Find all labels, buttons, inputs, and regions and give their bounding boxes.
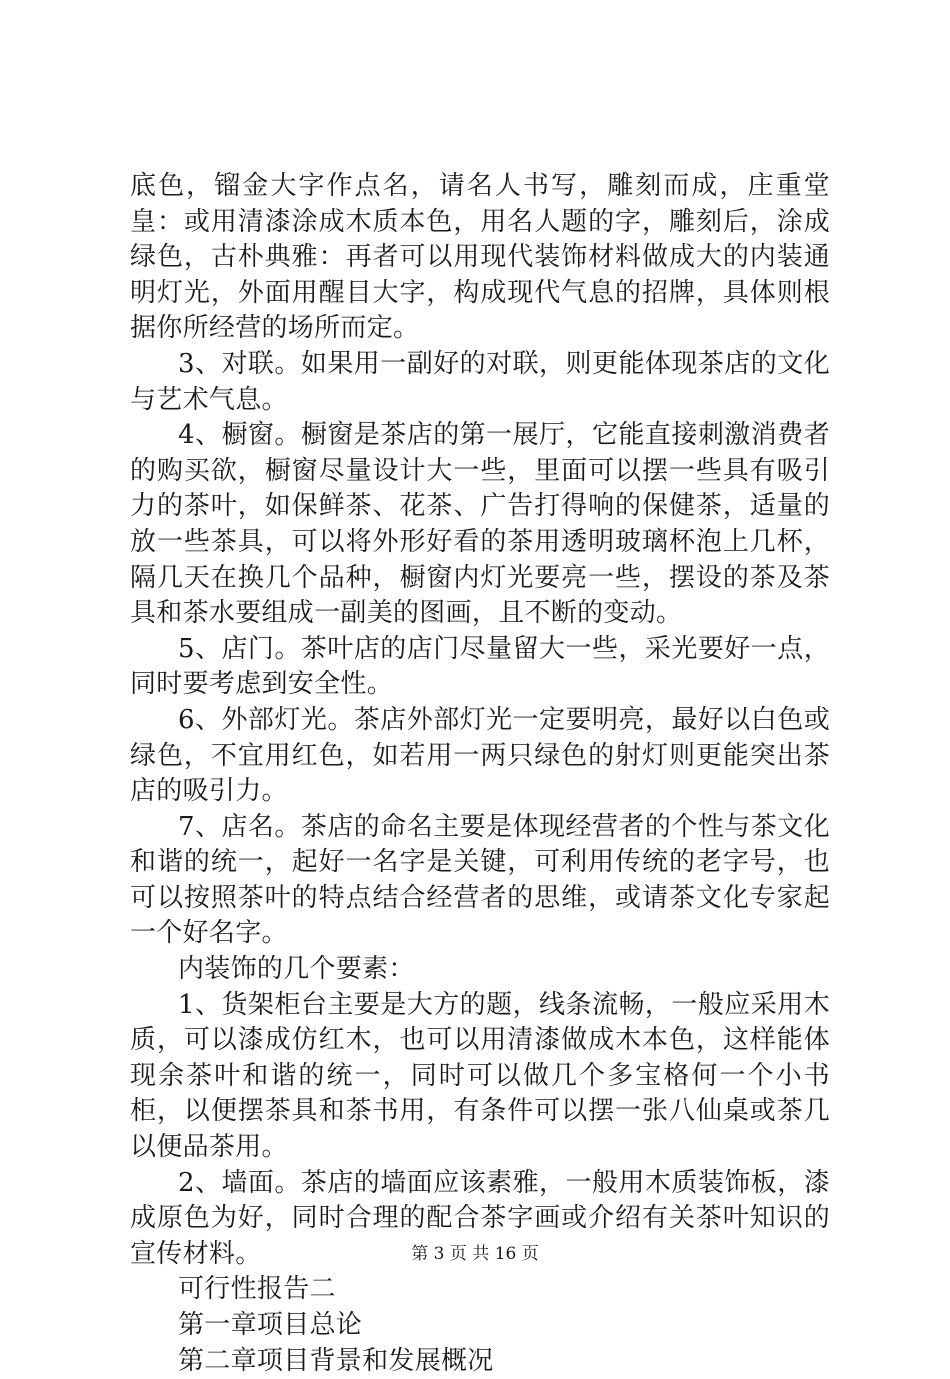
paragraph: 5、店门。茶叶店的店门尽量留大一些，采光要好一点，同时要考虑到安全性。 [130,633,830,700]
paragraph: 第二章项目背景和发展概况 [178,1345,494,1376]
paragraph: 4、橱窗。橱窗是茶店的第一展厅，它能直接刺激消费者的购买欲，橱窗尽量设计大一些，里面可以摆一些具有吸引力的茶叶，如保鲜茶、花茶、广告打得响的保健茶，适量的放一些茶具，可以将外形好看的茶用透明玻璃杯泡上几杯，隔几天在换几个品种，橱窗内灯光要亮一些，摆设的茶及茶具和茶水要组成一副美的图画，且不断的变动。 [130,420,830,629]
paragraph: 可行性报告二 [178,1274,336,1305]
paragraph: 3、对联。如果用一副好的对联，则更能体现茶店的文化与艺术气息。 [130,348,830,415]
page-number: 第 3 页 共 16 页 [411,1244,539,1264]
paragraph: 1、货架柜台主要是大方的题，线条流畅，一般应采用木质，可以漆成仿红木，也可以用清漆做成木本色，这样能体现余茶叶和谐的统一，同时可以做几个多宝格何一个小书柜，以便摆茶具和茶书用，有条件可以摆一张八仙桌或茶几以便品茶用。 [130,989,830,1163]
paragraph: 内装饰的几个要素： [178,954,415,985]
paragraph: 7、店名。茶店的命名主要是体现经营者的个性与茶文化和谐的统一，起好一名字是关键，可利用传统的老字号，也可以按照茶叶的特点结合经营者的思维，或请茶文化专家起一个好名字。 [130,811,830,949]
document-body [130,169,830,1379]
paragraph: 2、墙面。茶店的墙面应该素雅，一般用木质装饰板，漆成原色为好，同时合理的配合茶字画或介绍有关茶叶知识的宣传材料。 [130,1167,830,1269]
paragraph: 6、外部灯光。茶店外部灯光一定要明亮，最好以白色或绿色，不宜用红色，如若用一两只绿色的射灯则更能突出茶店的吸引力。 [130,704,830,807]
page-footer [0,1244,950,1264]
paragraph: 底色，镏金大字作点名，请名人书写，雕刻而成，庄重堂皇：或用清漆涂成木质本色，用名人题的字，雕刻后，涂成绿色，古朴典雅：再者可以用现代装饰材料做成大的内装通明灯光，外面用醒目大字，构成现代气息的招牌，具体则根据你所经营的场所而定。 [130,171,830,344]
paragraph: 第一章项目总论 [178,1310,363,1340]
